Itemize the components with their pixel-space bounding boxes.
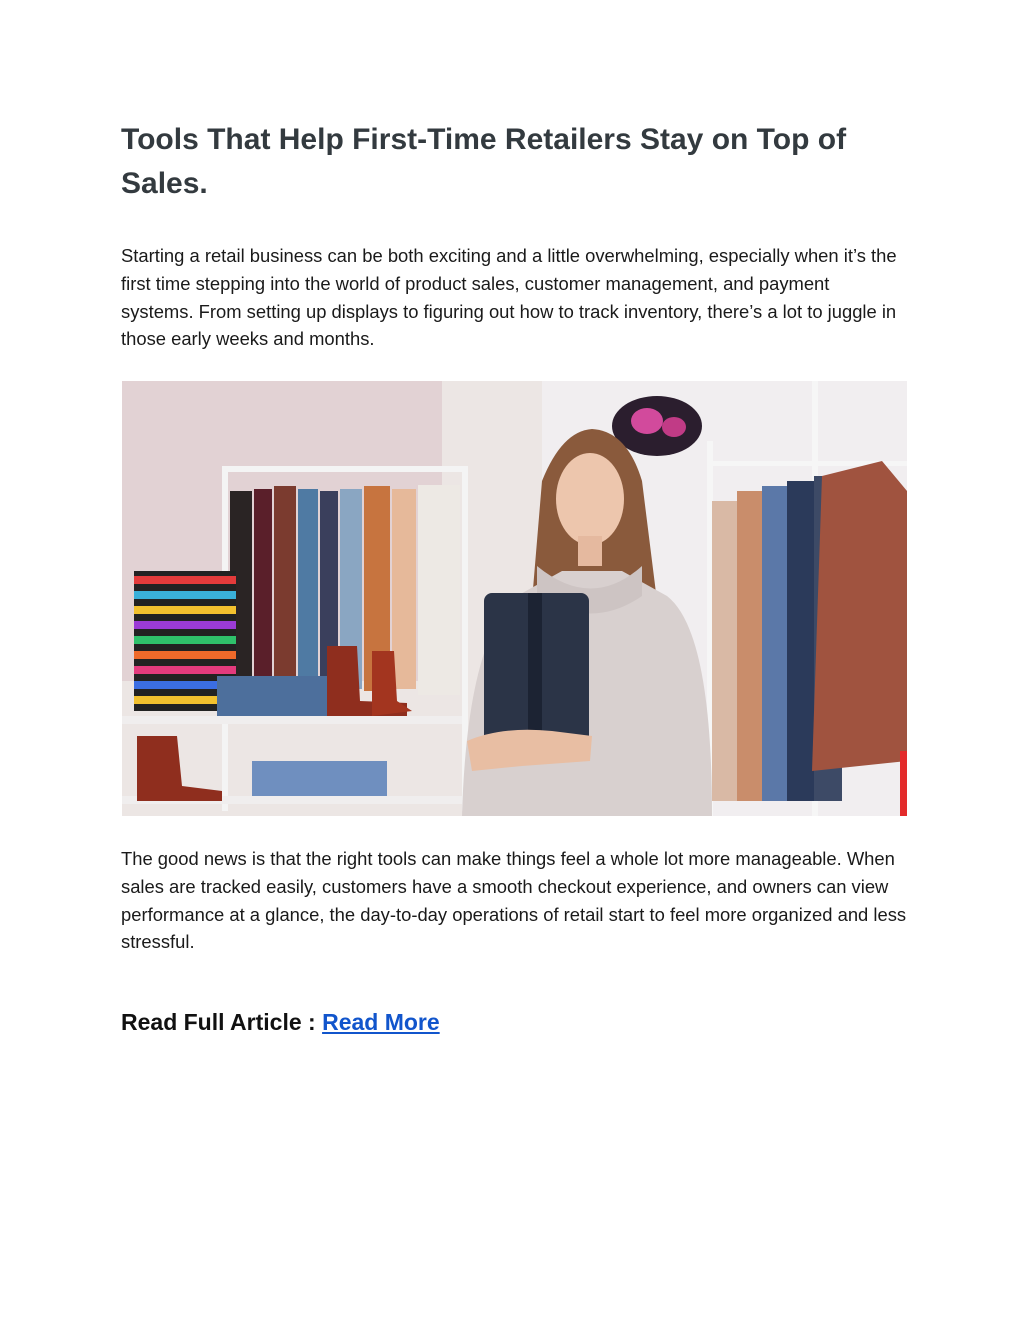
benefits-paragraph: The good news is that the right tools can make things feel a whole lot more manageable. When sales are tracked easily, customers have a smooth checkout experience, and owners can view performance at a glance, the day-to-day operations of retail start to feel more organized and less stressful. [121, 848, 907, 953]
intro-paragraph: Starting a retail business can be both exciting and a little overwhelming, especially when it’s the first time stepping into the world of product sales, customer management, and payment systems. From setting up displays to figuring out how to track inventory, there’s a lot to juggle in those early weeks and months. [121, 245, 897, 350]
read-more-prefix: Read Full Article : [121, 1009, 323, 1035]
article-title: Tools That Help First-Time Retailers Stay on Top of Sales. [121, 123, 847, 200]
read-more-link[interactable]: Read More [322, 1009, 440, 1035]
read-more-line [121, 1005, 440, 1039]
hero-image [122, 381, 907, 816]
